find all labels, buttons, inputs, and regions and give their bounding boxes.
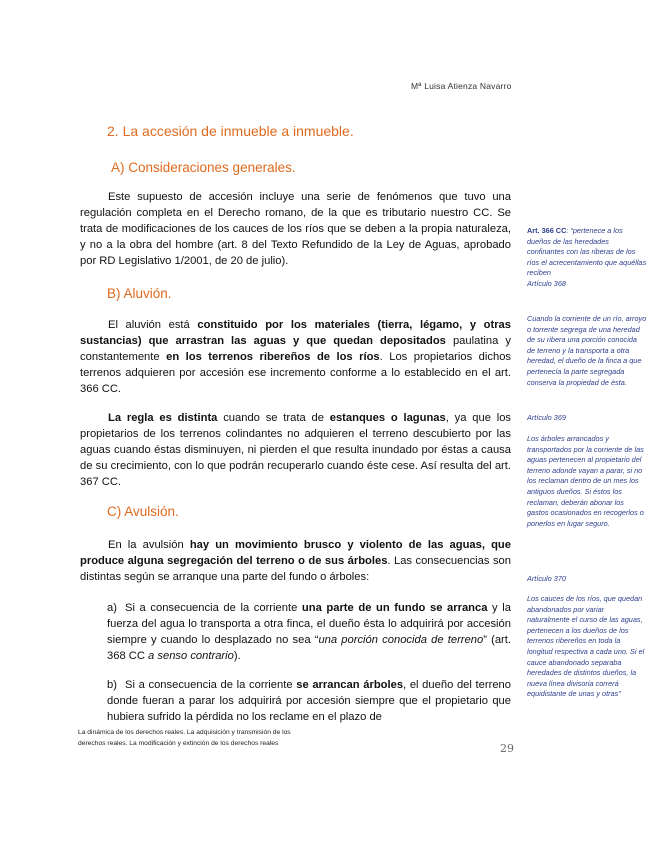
author-header: Mª Luisa Atienza Navarro [411, 81, 512, 91]
subsection-b-title: B) Aluvión. [107, 286, 172, 301]
list-item-b: b) Si a consecuencia de la corriente se arrancan árboles, el dueño del terreno donde fueran a parar los adquirirá por accesión siempre que el propietario que hubiera sufrido la pérdida no los reclame en el plazo de [107, 679, 511, 723]
paragraph-considerations: Este supuesto de accesión incluye una serie de fenómenos que tuvo una regulación completa en el Derecho romano, de la que es tributario nuestro CC. Se trata de modificaciones de los cauces de los ríos que se deben a la propia naturaleza, y no a la obra del hombre (art. 8 del Texto Refundido de la Ley de Aguas, aprobado por RD Legislativo 1/2001, de 20 de julio). [80, 191, 511, 267]
sidebar-note-art370: Los cauces de los ríos, que quedan abandonados por variar naturalmente el curso de las aguas, pertenecen a los dueños de los terrenos ribereños en toda la longitud respectiva a cada uno. Si el cauce abandonado separaba heredades de distintos dueños, la nueva línea divisoria correrá equidistante de unas y otras” [527, 594, 645, 699]
subsection-a-title: A) Consideraciones generales. [111, 160, 296, 175]
paragraph-aluvion: El aluvión está constituido por los materiales (tierra, légamo, y otras sustancias) que arrastran las aguas y que quedan depositados paulatina y constantemente en los terrenos ribereños de los ríos. Los propietarios dichos terrenos adquieren por accesión ese incremento conforme a lo establecido en el art. 366 CC. [80, 319, 512, 395]
page-number: 29 [500, 742, 514, 755]
sidebar-note-art369: Los árboles arrancados y transportados por la corriente de las aguas pertenecen al propietario del terreno adonde vayan a parar, si no los reclaman dentro de un mes los antiguos dueños. Si éstos los reclaman, deberán abonar los gastos ocasionados en recogerlos o ponerlos en lugar seguro. [527, 434, 644, 528]
sidebar-note-art366: Art. 366 CC: “pertenece a los dueños de las heredades confinantes con las riberas de los ríos el acrecentamiento que aquéllas reciben Artículo 368 [527, 226, 647, 288]
list-item-a: a) Si a consecuencia de la corriente una parte de un fundo se arranca y la fuerza del agua lo transporta a otra finca, el dueño ésta lo adquirirá por accesión siempre y cuando lo desplazado no sea “una porción conocida de terreno” (art. 368 CC a senso contrario). [107, 602, 511, 662]
sidebar-title-art369: Artículo 369 [527, 413, 566, 422]
subsection-c-title: C) Avulsión. [107, 504, 179, 519]
footer-course-title: La dinámica de los derechos reales. La adquisición y transmisión de los derechos reales. La modificación y extinción de los derechos reales [78, 729, 291, 748]
paragraph-avulsion: En la avulsión hay un movimiento brusco y violento de las aguas, que produce alguna segregación del terreno o de sus árboles. Las consecuencias son distintas según se arranque una parte del fundo o árboles: [80, 539, 511, 583]
sidebar-title-art370: Artículo 370 [527, 574, 566, 583]
section-title: 2. La accesión de inmueble a inmueble. [107, 123, 354, 139]
sidebar-note-art368: Cuando la corriente de un río, arroyo o torrente segrega de una heredad de su ribera una porción conocida de terreno y la transporta a otra heredad, el dueño de la finca a que pertenecía la parte segregada conserva la propiedad de ésta. [527, 314, 647, 387]
paragraph-estanques: La regla es distinta cuando se trata de estanques o lagunas, ya que los propietarios de los terrenos colindantes no adquieren el terreno descubierto por las aguas cuando éstas disminuyen, ni pierden el que resulta inundado por éstas a causa de su crecimiento, con lo que podrán recuperarlo cuando éste cese. Así resulta del art. 367 CC. [80, 412, 512, 488]
